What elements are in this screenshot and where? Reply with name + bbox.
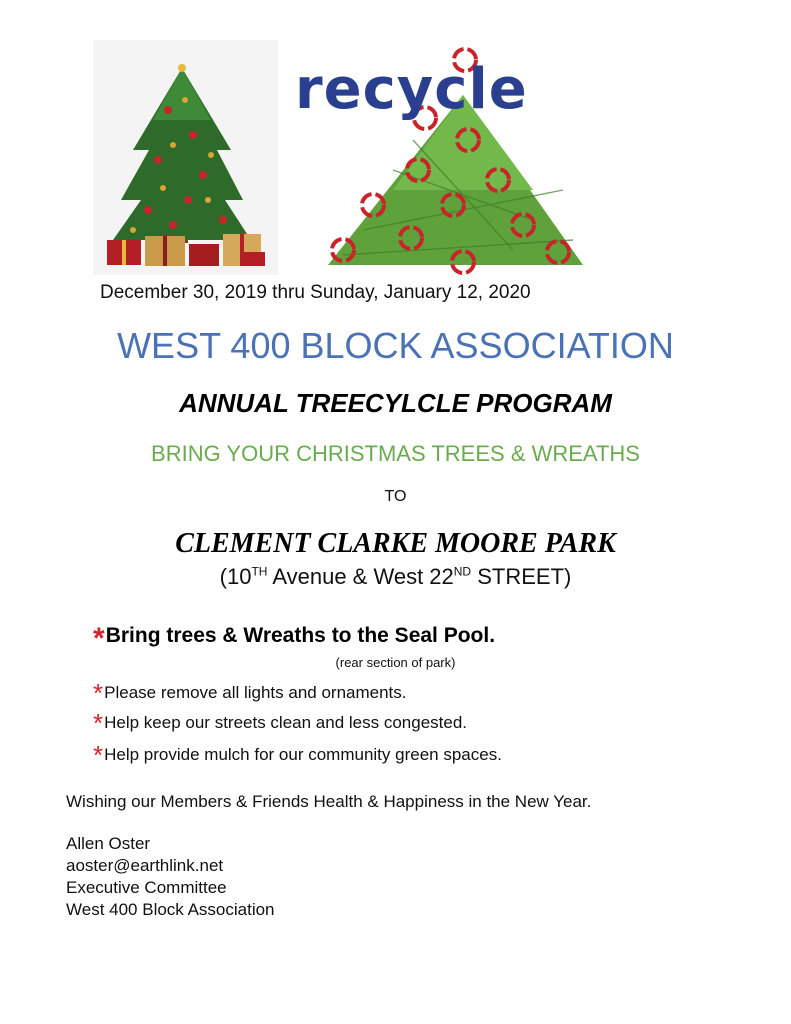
instruction-main: *Bring trees & Wreaths to the Seal Pool. [93,622,496,655]
signature-role: Executive Committee [66,878,227,897]
park-name: CLEMENT CLARKE MOORE PARK [175,528,616,559]
event-dates: December 30, 2019 thru Sunday, January 12, 2020 [100,282,531,303]
recycle-logo: recycle [295,57,528,122]
organization-title: WEST 400 BLOCK ASSOCIATION [117,325,674,366]
instruction-main-sub: (rear section of park) [335,655,456,670]
asterisk-icon: * [93,740,104,770]
signature-org: West 400 Block Association [66,900,275,919]
asterisk-icon: * [93,678,104,708]
christmas-tree-icon [93,40,278,275]
program-title: ANNUAL TREECYLCLE PROGRAM [179,388,612,418]
instruction-item: *Help keep our streets clean and less congested. [93,708,468,738]
asterisk-icon: * [93,708,104,738]
instruction-item: *Help provide mulch for our community green spaces. [93,740,502,770]
instruction-item: *Please remove all lights and ornaments. [93,678,407,708]
signature-email[interactable]: aoster@earthlink.net [66,856,224,875]
asterisk-icon: * [93,622,105,655]
park-address: (10TH Avenue & West 22ND STREET) [219,564,572,589]
signature-name: Allen Oster [66,834,151,853]
closing-wish: Wishing our Members & Friends Health & Happiness in the New Year. [66,792,592,811]
to-label: TO [384,488,407,505]
bring-trees-callout: BRING YOUR CHRISTMAS TREES & WREATHS [151,441,640,466]
